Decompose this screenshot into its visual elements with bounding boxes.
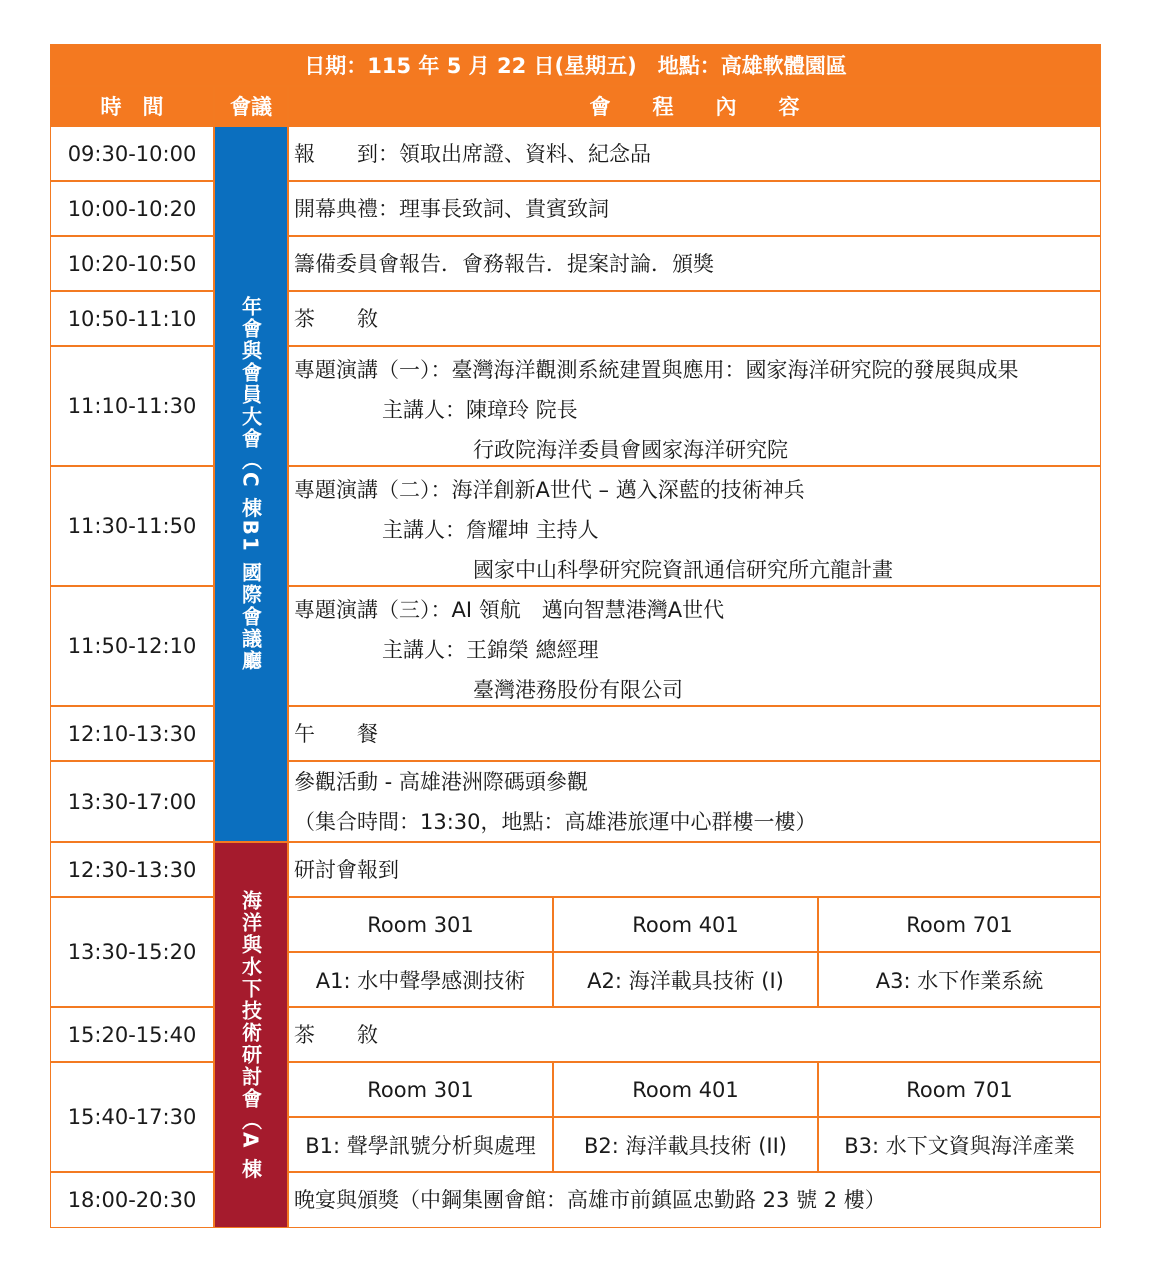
content-line: 晚宴與頒獎（中鋼集團會館：高雄市前鎮區忠勤路 23 號 2 樓） — [294, 1188, 886, 1212]
content-line: 國家中山科學研究院資訊通信研究所亢龍計畫 — [473, 558, 893, 582]
section-symposium-label: 海洋與水下技術研討會（A 棟 — [238, 889, 263, 1181]
content-line: 專題演講（三）：AI 領航 邁向智慧港灣A世代 — [294, 598, 725, 622]
content-line: 主講人：詹耀坤 主持人 — [382, 518, 599, 542]
time-cell: 13:30-17:00 — [50, 761, 214, 842]
room-label: Room 301 — [288, 897, 553, 952]
col-header-content: 會 程 內 容 — [288, 86, 1101, 126]
content-cell — [288, 466, 1101, 586]
session-cell: A1: 水中聲學感測技術 — [288, 952, 553, 1007]
session-cell: B3: 水下文資與海洋產業 — [818, 1117, 1101, 1172]
content-line: （集合時間：13:30，地點：高雄港旅運中心群樓一樓） — [294, 810, 817, 834]
session-cell: B1: 聲學訊號分析與處理 — [288, 1117, 553, 1172]
content-line: 報 到：領取出席證、資料、紀念品 — [294, 141, 651, 166]
time-cell: 11:10-11:30 — [50, 346, 214, 466]
time-cell: 15:20-15:40 — [50, 1007, 214, 1062]
time-cell: 12:30-13:30 — [50, 842, 214, 897]
content-cell — [288, 586, 1101, 706]
session-cell: A3: 水下作業系統 — [818, 952, 1101, 1007]
content-line: 專題演講（二）：海洋創新A世代 – 邁入深藍的技術神兵 — [294, 478, 805, 502]
time-cell: 11:50-12:10 — [50, 586, 214, 706]
content-line: 主講人：王錦榮 總經理 — [382, 638, 599, 662]
section-annual-meeting — [214, 126, 288, 842]
content-line: 籌備委員會報告．會務報告．提案討論．頒獎 — [294, 251, 714, 276]
section-annual-label: 年會與會員大會（C 棟B1 國際會議廳 — [238, 296, 263, 672]
session-cell: A2: 海洋載具技術 (I) — [553, 952, 818, 1007]
content-line: 參觀活動 - 高雄港洲際碼頭參觀 — [294, 770, 588, 794]
content-cell — [288, 236, 1101, 291]
time-cell: 11:30-11:50 — [50, 466, 214, 586]
room-label: Room 401 — [553, 1062, 818, 1117]
content-line: 開幕典禮：理事長致詞、貴賓致詞 — [294, 196, 609, 221]
content-cell — [288, 1007, 1101, 1062]
time-cell: 13:30-15:20 — [50, 897, 214, 1007]
time-cell: 10:50-11:10 — [50, 291, 214, 346]
content-cell — [288, 1172, 1101, 1228]
time-cell: 18:00-20:30 — [50, 1172, 214, 1228]
time-cell: 10:00-10:20 — [50, 181, 214, 236]
content-line: 行政院海洋委員會國家海洋研究院 — [473, 438, 788, 462]
content-line: 午 餐 — [294, 721, 378, 746]
room-label: Room 401 — [553, 897, 818, 952]
room-label: Room 701 — [818, 897, 1101, 952]
col-header-meeting: 會議 — [214, 86, 288, 126]
content-cell — [288, 706, 1101, 761]
room-label: Room 301 — [288, 1062, 553, 1117]
content-line: 專題演講（一）：臺灣海洋觀測系統建置與應用：國家海洋研究院的發展與成果 — [294, 358, 1019, 382]
content-line: 主講人：陳璋玲 院長 — [382, 398, 578, 422]
content-cell — [288, 761, 1101, 842]
session-cell: B2: 海洋載具技術 (II) — [553, 1117, 818, 1172]
content-cell — [288, 181, 1101, 236]
section-symposium — [214, 842, 288, 1228]
room-label: Room 701 — [818, 1062, 1101, 1117]
content-cell — [288, 126, 1101, 181]
time-cell: 15:40-17:30 — [50, 1062, 214, 1172]
schedule-table — [50, 44, 1101, 1228]
col-header-time: 時 間 — [50, 86, 214, 126]
time-cell: 09:30-10:00 — [50, 126, 214, 181]
content-cell — [288, 291, 1101, 346]
content-line: 臺灣港務股份有限公司 — [473, 678, 683, 702]
time-cell: 10:20-10:50 — [50, 236, 214, 291]
content-line: 研討會報到 — [294, 857, 399, 882]
content-line: 茶 敘 — [294, 1022, 378, 1047]
date-location-header: 日期：115 年 5 月 22 日(星期五) 地點：高雄軟體園區 — [50, 44, 1101, 86]
content-cell — [288, 842, 1101, 897]
content-cell — [288, 346, 1101, 466]
content-line: 茶 敘 — [294, 306, 378, 331]
time-cell: 12:10-13:30 — [50, 706, 214, 761]
